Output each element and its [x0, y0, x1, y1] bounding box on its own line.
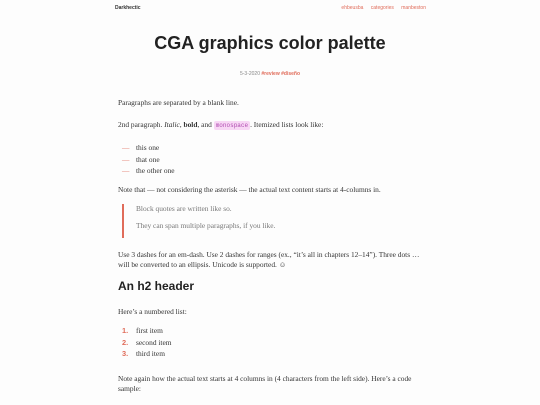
- blockquote: [122, 204, 275, 238]
- bold-text: bold: [183, 120, 198, 129]
- list-item: 1. first item: [122, 326, 163, 335]
- dash-marker: —: [122, 166, 130, 175]
- post-date: 5-3-2020: [239, 71, 260, 77]
- paragraph: Note again how the actual text starts at 4 columns in (4 characters from the left side). Here’s a code sample:: [118, 374, 412, 393]
- blockquote-line: Block quotes are written like so.: [136, 204, 232, 213]
- paragraph: Here’s a numbered list:: [118, 307, 187, 316]
- list-item: — that one: [122, 154, 160, 164]
- top-nav: [335, 5, 426, 11]
- list-number: 1.: [122, 326, 129, 335]
- dash-list: [122, 143, 175, 178]
- nav-link-3[interactable]: manbeston: [401, 5, 426, 11]
- dash-marker: —: [122, 154, 130, 164]
- list-item: 2. second item: [122, 337, 172, 347]
- list-item: — the other one: [122, 166, 175, 175]
- paragraph: Note that — not considering the asterisk — the actual text content starts at 4-columns in.: [118, 185, 381, 194]
- list-item: — this one: [122, 143, 160, 152]
- post-tags[interactable]: #review #diseño: [261, 71, 301, 77]
- list-number: 3.: [122, 349, 129, 358]
- numbered-list: [122, 326, 172, 361]
- nav-link-1[interactable]: ehbeusba: [341, 5, 364, 11]
- blockquote-line: They can span multiple paragraphs, if you like.: [136, 221, 276, 230]
- paragraph: Paragraphs are separated by a blank line.: [118, 98, 239, 107]
- page-title: CGA graphics color palette: [154, 33, 386, 53]
- italic-text: Italic: [164, 120, 180, 129]
- list-item: 3. third item: [122, 349, 165, 358]
- top-bar: [0, 0, 540, 20]
- list-number: 2.: [122, 337, 129, 347]
- inline-code: monospace: [215, 122, 249, 129]
- paragraph: Use 3 dashes for an em-dash. Use 2 dashes for ranges (ex., “it’s all in chapters 12–14”). Three dots … will be converted to an ellipsis. Unicode is supported. ☺: [118, 250, 420, 269]
- paragraph: 2nd paragraph. Italic, bold, and monospace . Itemized lists look like:: [118, 120, 324, 129]
- post-meta: [0, 71, 540, 77]
- nav-link-2[interactable]: categories: [370, 5, 394, 11]
- site-brand[interactable]: Darkhectic: [115, 5, 141, 11]
- section-heading: An h2 header: [118, 279, 195, 293]
- dash-marker: —: [122, 143, 130, 152]
